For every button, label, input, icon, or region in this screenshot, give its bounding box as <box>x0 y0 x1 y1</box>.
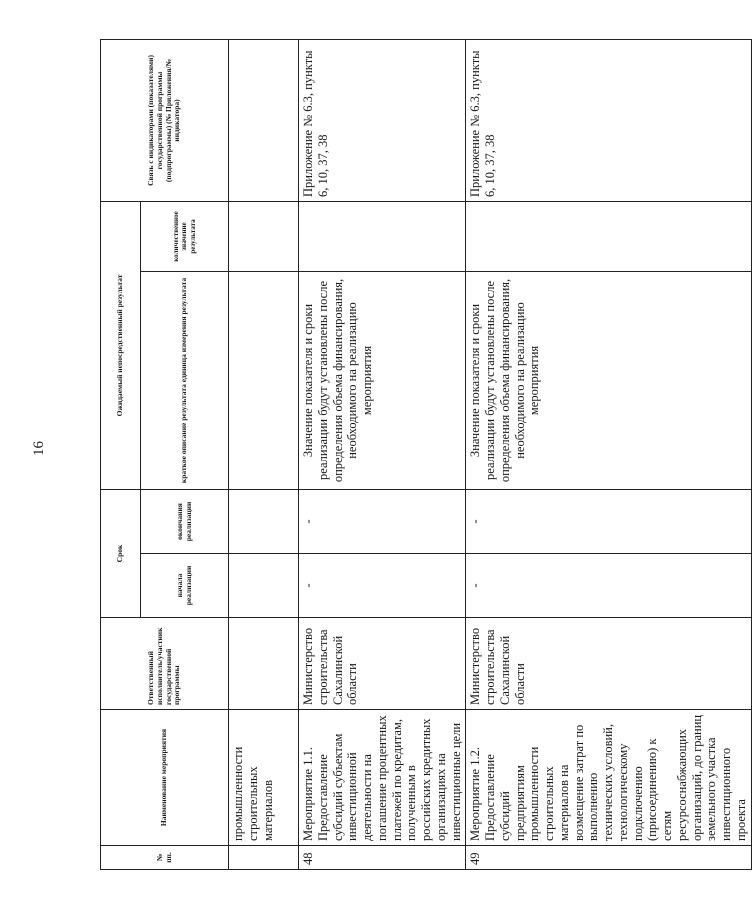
row-end: - <box>466 489 751 553</box>
row-name: Мероприятие 1.2. Предоставление субсидий предприятиям промышленности строительных материалов на возмещение затрат по выполнению технических условий, технологическому подключению (присоединению) к сетям ресурсоснабжающих организаций, до границ земельного участка инвестиционного проекта <box>466 710 751 846</box>
header-link: Связь с индикаторами (показателями) государственной программы (подпрограммы) (№ Приложения/№ индикатора) <box>101 39 229 201</box>
row-num: 48 <box>299 846 466 870</box>
row-end <box>229 489 299 553</box>
row-num <box>229 846 299 870</box>
header-executor: Ответственный исполнитель/участник государственной программы <box>101 618 229 710</box>
header-num: № пп. <box>101 846 229 870</box>
row-name: промышленности строительных материалов <box>229 710 299 846</box>
table-row <box>466 39 751 869</box>
measures-table <box>100 39 752 870</box>
row-start <box>229 554 299 618</box>
row-start: - <box>299 554 466 618</box>
header-result: Ожидаемый непосредственный результат <box>101 201 141 489</box>
row-start: - <box>466 554 751 618</box>
row-num: 49 <box>466 846 751 870</box>
row-link <box>229 39 299 201</box>
row-result: Значение показателя и сроки реализации будут установлены после определения объема финансирования, необходимого на реализацию мероприятия <box>466 271 751 489</box>
row-executor: Министерство строительства Сахалинской области <box>299 618 466 710</box>
header-result-value: количественное значение результата <box>141 201 229 271</box>
header-name: Наименование мероприятия <box>101 710 229 846</box>
row-result <box>229 271 299 489</box>
row-name: Мероприятие 1.1. Предоставление субсидий субъектам инвестиционной деятельности на погашение процентных платежей по кредитам, полученным в российских кредитных организациях на инвестиционные цели <box>299 710 466 846</box>
page-number: 16 <box>31 441 47 456</box>
header-term: Срок <box>101 489 141 617</box>
rotated-table-container <box>100 40 748 870</box>
row-value <box>299 201 466 271</box>
row-end: - <box>299 489 466 553</box>
table-row <box>299 39 466 869</box>
row-executor <box>229 618 299 710</box>
row-link: Приложение № 6.3, пункты 6, 10, 37, 38 <box>466 39 751 201</box>
row-executor: Министерство строительства Сахалинской области <box>466 618 751 710</box>
header-result-desc: краткое описание результата единица измерения результата <box>141 271 229 489</box>
row-value <box>466 201 751 271</box>
header-term-end: окончания реализации <box>141 489 229 553</box>
row-result: Значение показателя и сроки реализации будут установлены после определения объема финансирования, необходимого на реализацию мероприятия <box>299 271 466 489</box>
row-link: Приложение № 6.3, пункты 6, 10, 37, 38 <box>299 39 466 201</box>
table-row <box>229 39 299 869</box>
header-term-start: начала реализации <box>141 554 229 618</box>
row-value <box>229 201 299 271</box>
